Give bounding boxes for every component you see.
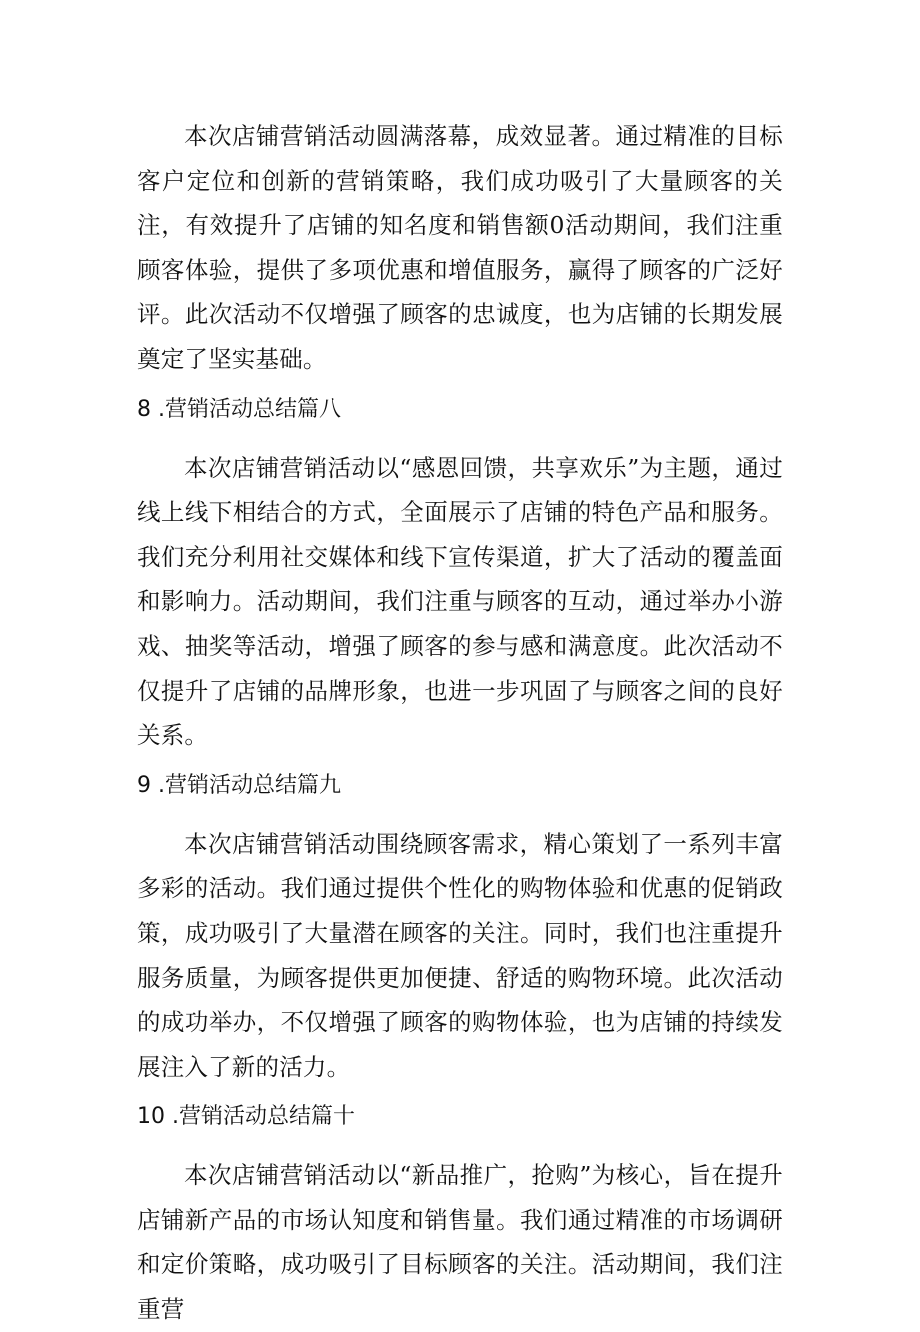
paragraph-section-9: 本次店铺营销活动围绕顾客需求，精心策划了一系列丰富多彩的活动。我们通过提供个性化的购物体验和优惠的促销政策，成功吸引了大量潜在顾客的关注。同时，我们也注重提升服务质量，为顾客提供更加便捷、舒适的购物环境。此次活动的成功举办，不仅增强了顾客的购物体验，也为店铺的持续发展注入了新的活力。: [137, 829, 783, 1081]
heading-section-9: 9 .营销活动总结篇九: [137, 772, 341, 798]
document-page: [137, 114, 783, 1332]
paragraph-section-8: 本次店铺营销活动以“感恩回馈，共享欢乐”为主题，通过线上线下相结合的方式，全面展示了店铺的特色产品和服务。我们充分利用社交媒体和线下宣传渠道，扩大了活动的覆盖面和影响力。活动期间，我们注重与顾客的互动，通过举办小游戏、抽奖等活动，增强了顾客的参与感和满意度。此次活动不仅提升了店铺的品牌形象，也进一步巩固了与顾客之间的良好关系。: [137, 453, 783, 750]
paragraph-section-10: 本次店铺营销活动以“新品推广，抢购”为核心，旨在提升店铺新产品的市场认知度和销售量。我们通过精准的市场调研和定价策略，成功吸引了目标顾客的关注。活动期间，我们注重营: [137, 1161, 783, 1324]
paragraph-section-7: 本次店铺营销活动圆满落幕，成效显著。通过精准的目标客户定位和创新的营销策略，我们成功吸引了大量顾客的关注，有效提升了店铺的知名度和销售额0活动期间，我们注重顾客体验，提供了多项优惠和增值服务，赢得了顾客的广泛好评。此次活动不仅增强了顾客的忠诚度，也为店铺的长期发展奠定了坚实基础。: [137, 122, 783, 373]
heading-section-10: 10 .营销活动总结篇十: [137, 1104, 355, 1130]
heading-section-8: 8 .营销活动总结篇八: [137, 396, 341, 422]
